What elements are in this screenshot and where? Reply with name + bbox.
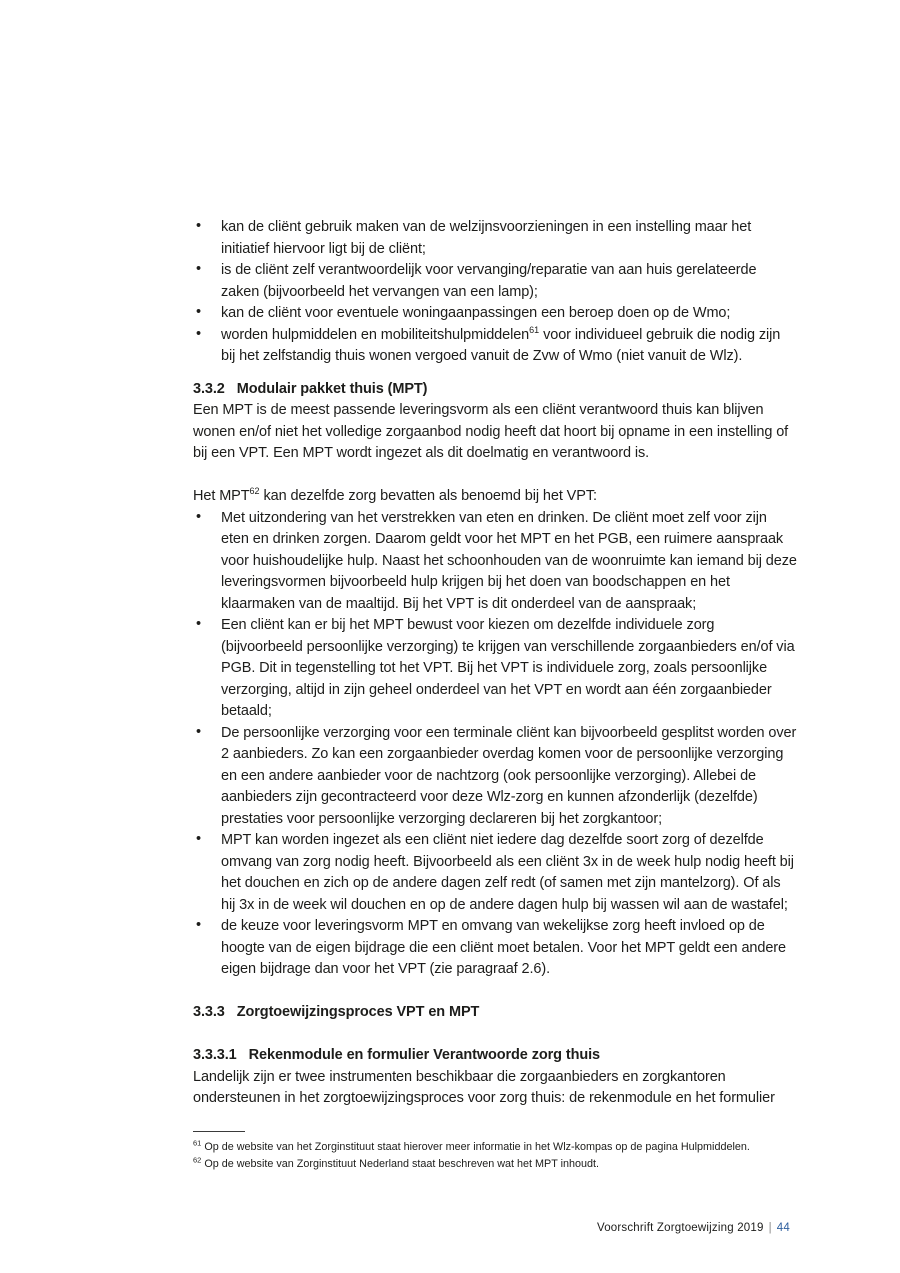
page-number: 44 xyxy=(776,1222,790,1234)
list-item xyxy=(193,615,797,723)
bullet-icon: • xyxy=(196,218,201,234)
bullet-icon: • xyxy=(196,325,201,342)
list-item-text: de keuze voor leveringsvorm MPT en omvang van wekelijkse zorg heeft invloed op de hoogte van de eigen bijdrage die een cliënt moet betalen. Voor het MPT geldt een andere eigen bijdrage dan voor het VPT (zie paragraaf 2.6). xyxy=(221,918,786,977)
section-heading-333 xyxy=(193,1002,797,1024)
list-item xyxy=(193,217,797,260)
list-item-text: is de cliënt zelf verantwoordelijk voor vervanging/reparatie van aan huis gerelateerde zaken (bijvoorbeeld het vervangen van een lamp); xyxy=(221,262,757,300)
bullet-icon: • xyxy=(196,917,201,933)
footnote-number: 61 xyxy=(193,1138,202,1148)
bullet-icon: • xyxy=(196,616,201,632)
paragraph-text: Het MPT xyxy=(193,488,250,504)
list-item-text: worden hulpmiddelen en mobiliteitshulpmiddelen xyxy=(221,326,530,343)
footnote-ref-61: 61 xyxy=(529,324,540,335)
footer-separator: | xyxy=(768,1222,772,1234)
list-item-text: kan de cliënt voor eventuele woningaanpassingen een beroep doen op de Wmo; xyxy=(221,305,731,321)
footer-doc-title: Voorschrift Zorgtoewijzing 2019 xyxy=(596,1222,764,1234)
footnote-text: Op de website van het Zorginstituut staat hierover meer informatie in het Wlz-kompas op de pagina Hulpmiddelen. xyxy=(204,1141,750,1153)
footnote-number: 62 xyxy=(193,1154,202,1164)
paragraph-mpt-intro xyxy=(193,486,797,508)
paragraph: Een MPT is de meest passende leveringsvorm als een cliënt verantwoord thuis kan blijven wonen en/of niet het volledige zorgaanbod nodig heeft dat hoort bij opname in een instelling of bij een VPT. Een MPT wordt ingezet als dit doelmatig en verantwoord is. xyxy=(193,402,789,461)
bullet-icon: • xyxy=(196,261,201,277)
section-heading-3331 xyxy=(193,1045,797,1067)
section-number: 3.3.2 xyxy=(193,380,225,397)
list-item-text: De persoonlijke verzorging voor een terminale cliënt kan bijvoorbeeld gesplitst worden over 2 aanbieders. Zo kan een zorgaanbieder overdag komen voor de persoonlijke verzorging en een andere aanbieder voor de nachtzorg (ook persoonlijke verzorging). Allebei de aanbieders zijn gecontracteerd voor deze Wlz-zorg en kunnen afzonderlijk (dezelfde) prestaties voor persoonlijke verzorging declareren bij het zorgkantoor; xyxy=(221,724,797,827)
section-title: Rekenmodule en formulier Verantwoorde zorg thuis xyxy=(248,1047,600,1063)
footnote-text: Op de website van Zorginstituut Nederland staat beschreven wat het MPT inhoudt. xyxy=(204,1157,600,1170)
bullet-icon: • xyxy=(196,723,201,740)
bullet-icon: • xyxy=(196,304,201,320)
list-item xyxy=(193,916,797,981)
mpt-bullet-list xyxy=(193,508,797,981)
list-item xyxy=(193,303,797,325)
paragraph: Landelijk zijn er twee instrumenten beschikbaar die zorgaanbieders en zorgkantoren ondersteunen in het zorgtoewijzingsproces voor zorg thuis: de rekenmodule en het formulier xyxy=(193,1068,775,1106)
list-item xyxy=(193,508,797,616)
section-title: Zorgtoewijzingsproces VPT en MPT xyxy=(236,1004,480,1020)
intro-bullet-list xyxy=(193,217,797,368)
list-item-text: Een cliënt kan er bij het MPT bewust voor kiezen om dezelfde individuele zorg (bijvoorbeeld persoonlijke verzorging) te krijgen van verschillende zorgaanbieders en/of via PGB. Dit in tegenstelling tot het VPT. Bij het VPT is individuele zorg, zoals persoonlijke verzorging, altijd in zijn geheel onderdeel van het VPT en wordt aan één zorgaanbieder betaald; xyxy=(221,617,795,719)
document-content xyxy=(193,217,797,1110)
list-item xyxy=(193,260,797,303)
footnote-divider xyxy=(193,1131,245,1132)
section-heading-332 xyxy=(193,379,797,401)
list-item xyxy=(193,325,797,368)
section-number: 3.3.3.1 xyxy=(193,1047,237,1063)
footnote-61 xyxy=(193,1139,797,1156)
list-item xyxy=(193,830,797,916)
list-item-text: voor individueel gebruik die nodig zijn bij het zelfstandig thuis wonen vergoed vanuit de Zvw of Wmo (niet vanuit de Wlz). xyxy=(221,326,781,364)
list-item-text: kan de cliënt gebruik maken van de welzijnsvoorzieningen in een instelling maar het initiatief hiervoor ligt bij de cliënt; xyxy=(221,219,752,257)
section-number: 3.3.3 xyxy=(193,1004,225,1020)
footnote-ref-62: 62 xyxy=(249,486,260,497)
list-item xyxy=(193,723,797,831)
section-title: Modulair pakket thuis (MPT) xyxy=(236,380,428,397)
bullet-icon: • xyxy=(196,831,201,847)
footnote-62 xyxy=(193,1156,797,1173)
list-item-text: Met uitzondering van het verstrekken van eten en drinken. De cliënt moet zelf voor zijn eten en drinken zorgen. Daarom geldt voor het MPT en het PGB, een ruimere aanspraak voor huishoudelijke hulp. Naast het schoonhouden van de woonruimte kan iemand bij deze leveringsvormen bijvoorbeeld hulp krijgen bij het doen van boodschappen en het klaarmaken van de maaltijd. Bij het VPT is dit onderdeel van de aanspraak; xyxy=(221,509,797,612)
list-item-text: MPT kan worden ingezet als een cliënt niet iedere dag dezelfde soort zorg of dezelfde omvang van zorg nodig heeft. Bijvoorbeeld als een cliënt 3x in de week hulp nodig heeft bij het douchen en zich op de andere dagen zelf redt (of samen met zijn mantelzorg). Of als hij 3x in de week wil douchen en op de andere dagen hulp bij wassen wil aan de wastafel; xyxy=(221,832,794,913)
paragraph-text: kan dezelfde zorg bevatten als benoemd bij het VPT: xyxy=(259,488,597,504)
footnotes-section xyxy=(193,1131,797,1172)
page-footer xyxy=(597,1222,790,1234)
bullet-icon: • xyxy=(196,508,201,525)
